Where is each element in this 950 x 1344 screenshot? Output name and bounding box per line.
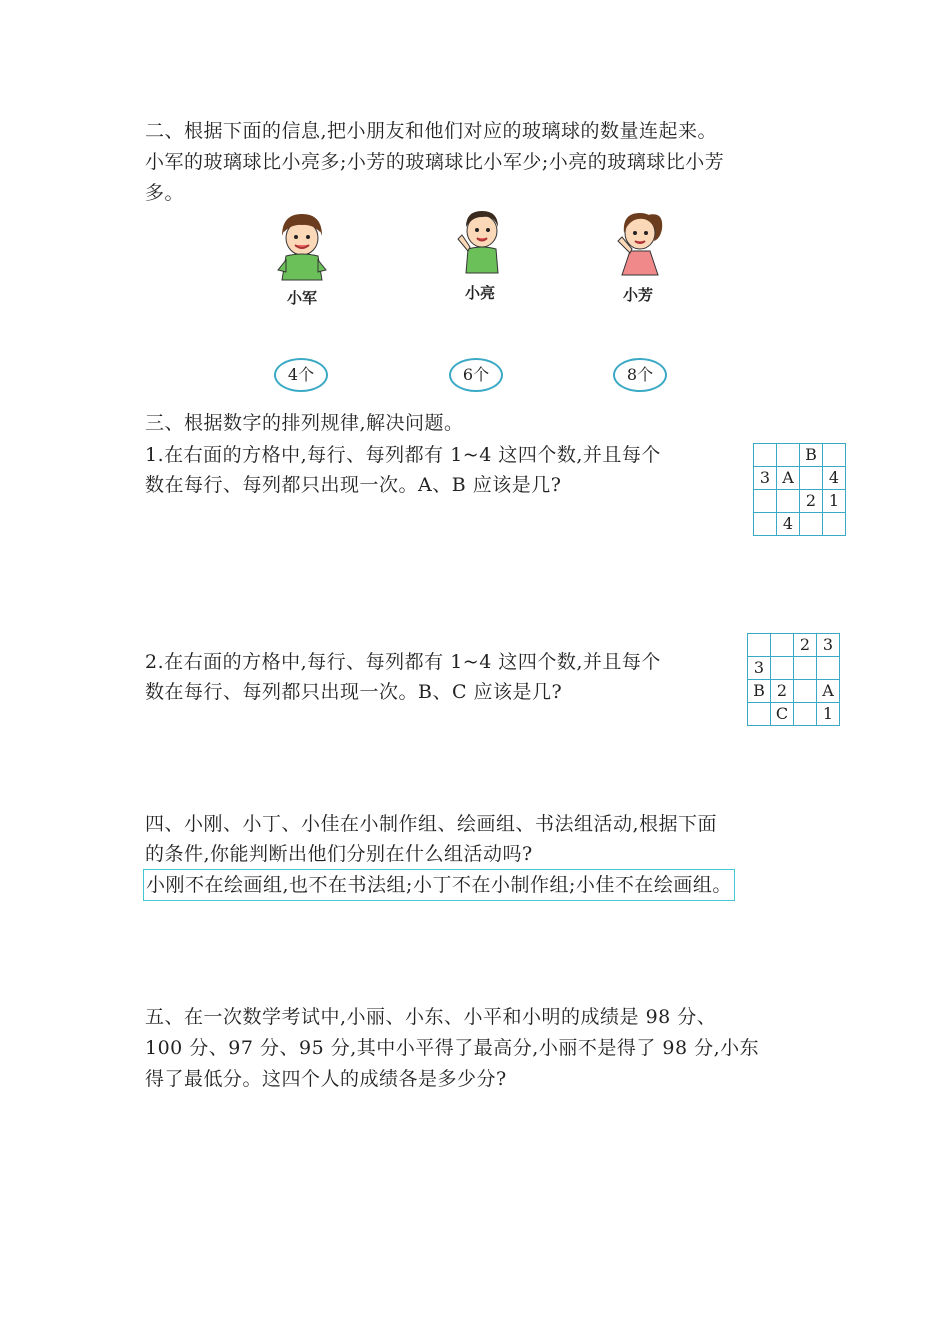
grid-cell	[817, 657, 840, 680]
grid-cell: A	[817, 680, 840, 703]
grid-cell	[794, 657, 817, 680]
grid-cell	[777, 444, 800, 467]
kid-name-label: 小军	[286, 289, 317, 307]
grid-cell: B	[800, 444, 823, 467]
grid-cell	[794, 703, 817, 726]
q3-problem2-line: 数在每行、每列都只出现一次。B、C 应该是几?	[145, 681, 563, 703]
grid-cell	[754, 490, 777, 513]
grid-cell: 3	[754, 467, 777, 490]
q2-heading: 二、根据下面的信息,把小朋友和他们对应的玻璃球的数量连起来。	[145, 120, 718, 142]
grid-cell: 2	[800, 490, 823, 513]
grid-cell: 1	[817, 703, 840, 726]
grid-cell	[800, 467, 823, 490]
q3-problem1-line: 1.在右面的方格中,每行、每列都有 1~4 这四个数,并且每个	[145, 444, 661, 466]
grid-cell: 3	[748, 657, 771, 680]
grid-cell: 2	[771, 680, 794, 703]
q4-text-line: 的条件,你能判断出他们分别在什么组活动吗?	[145, 843, 533, 865]
kid-xiaoliang	[440, 203, 520, 303]
grid-cell	[771, 634, 794, 657]
grid-cell	[771, 657, 794, 680]
grid-cell	[754, 513, 777, 536]
boy-illustration-icon	[450, 203, 510, 278]
q2-text-line: 小军的玻璃球比小亮多;小芳的玻璃球比小军少;小亮的玻璃球比小芳	[145, 151, 725, 173]
marble-count-oval[interactable]: 4个	[274, 358, 328, 392]
q4-conditions-box: 小刚不在绘画组,也不在书法组;小丁不在小制作组;小佳不在绘画组。	[143, 869, 735, 901]
grid-cell: A	[777, 467, 800, 490]
kid-xiaojun	[262, 208, 342, 308]
girl-illustration-icon	[608, 205, 668, 280]
grid-cell	[748, 703, 771, 726]
grid-cell: 1	[823, 490, 846, 513]
grid-cell: C	[771, 703, 794, 726]
grid-cell: B	[748, 680, 771, 703]
marble-count-oval[interactable]: 6个	[449, 358, 503, 392]
grid-cell	[823, 444, 846, 467]
q3-problem2-line: 2.在右面的方格中,每行、每列都有 1~4 这四个数,并且每个	[145, 651, 661, 673]
marble-count-oval[interactable]: 8个	[613, 358, 667, 392]
grid-cell: 4	[777, 513, 800, 536]
q5-heading: 五、在一次数学考试中,小丽、小东、小平和小明的成绩是 98 分、	[145, 1006, 717, 1028]
kid-name-label: 小亮	[464, 284, 495, 302]
grid-cell	[800, 513, 823, 536]
grid-cell: 2	[794, 634, 817, 657]
grid-cell	[754, 444, 777, 467]
number-grid-1	[753, 443, 846, 536]
q2-text-line: 多。	[145, 182, 185, 204]
kid-xiaofang	[598, 205, 678, 305]
number-grid-2	[747, 633, 840, 726]
boy-illustration-icon	[272, 208, 332, 283]
grid-cell	[823, 513, 846, 536]
grid-cell	[794, 680, 817, 703]
q5-text-line: 100 分、97 分、95 分,其中小平得了最高分,小丽不是得了 98 分,小东	[145, 1037, 760, 1059]
kid-name-label: 小芳	[622, 286, 653, 304]
q4-heading: 四、小刚、小丁、小佳在小制作组、绘画组、书法组活动,根据下面	[145, 813, 718, 835]
grid-cell	[777, 490, 800, 513]
grid-cell: 4	[823, 467, 846, 490]
q5-text-line: 得了最低分。这四个人的成绩各是多少分?	[145, 1068, 507, 1090]
q3-problem1-line: 数在每行、每列都只出现一次。A、B 应该是几?	[145, 474, 562, 496]
grid-cell	[748, 634, 771, 657]
grid-cell: 3	[817, 634, 840, 657]
q3-heading: 三、根据数字的排列规律,解决问题。	[145, 412, 464, 434]
